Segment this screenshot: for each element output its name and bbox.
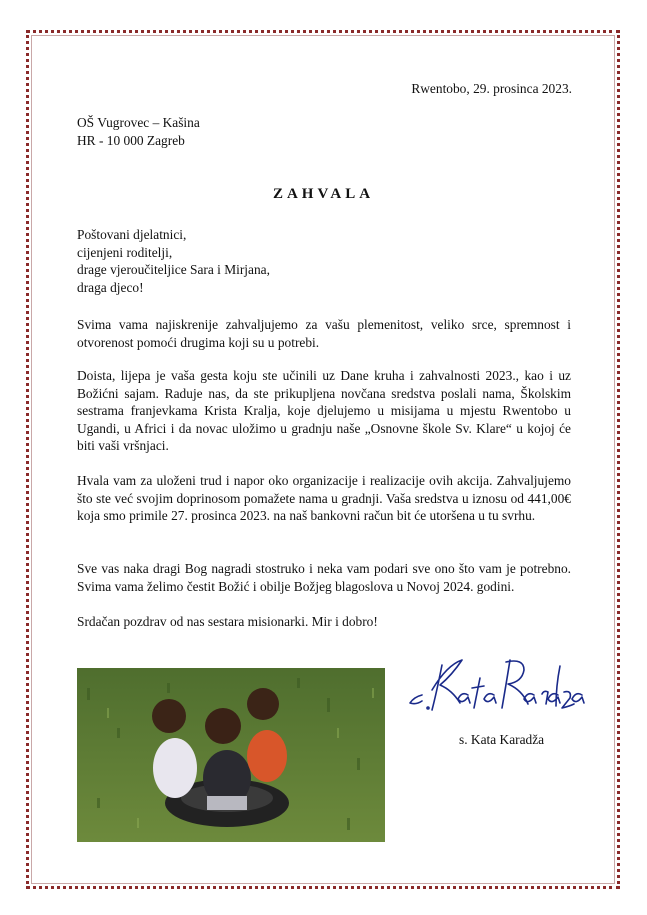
paragraph: Doista, lijepa je vaša gesta koju ste učinili uz Dane kruha i zahvalnosti 2023., kao i uz Božićni sajam. Raduje nas, da ste prikupljena novčana sredstva poslali nama, Školskim sestrama franjevkama Krista Kralja, koje djelujemo u misijama u mjestu Rwentobo u Ugandi, u Africi i da novac uložimo u gradnju naše „Osnovne škole Sv. Klare“ u kojoj će biti vaši vršnjaci. bbox=[77, 368, 571, 453]
greeting-line: cijenjeni roditelji, bbox=[77, 244, 173, 260]
recipient-line: OŠ Vugrovec – Kašina bbox=[77, 115, 200, 130]
letter-date: Rwentobo, 29. prosinca 2023. bbox=[411, 81, 572, 96]
children-photo bbox=[77, 668, 385, 842]
paragraph: Srdačan pozdrav od nas sestara misionarki. Mir i dobro! bbox=[77, 614, 378, 629]
handwritten-signature bbox=[402, 650, 587, 720]
greeting bbox=[77, 226, 477, 296]
recipient-line: HR - 10 000 Zagreb bbox=[77, 132, 185, 148]
greeting-line: Poštovani djelatnici, bbox=[77, 227, 187, 242]
recipient-address bbox=[77, 114, 377, 149]
letter-title: ZAHVALA bbox=[272, 186, 375, 202]
greeting-line: draga djeco! bbox=[77, 279, 144, 295]
signer-name: s. Kata Karadža bbox=[459, 732, 545, 747]
greeting-line: drage vjeroučiteljice Sara i Mirjana, bbox=[77, 262, 270, 277]
paragraph: Svima vama najiskrenije zahvaljujemo za vašu plemenitost, veliko srce, spremnost i otvorenost pomoći drugima koji su u potrebi. bbox=[77, 317, 571, 350]
paragraph: Hvala vam za uloženi trud i napor oko organizacije i realizacije ovih akcija. Zahvaljujemo što ste već svojim doprinosom pomažete nama u gradnji. Vaša sredstva u iznosu od 441,00€ koja smo primile 27. prosinca 2023. na naš bankovni račun bit će utoršena u tu svrhu. bbox=[77, 473, 571, 523]
paragraph: Sve vas naka dragi Bog nagradi stostruko i neka vam podari sve ono što vam je potrebno. Svima vama želimo čestit Božić i obilje Božjeg blagoslova u Novoj 2024. godini. bbox=[77, 561, 571, 594]
